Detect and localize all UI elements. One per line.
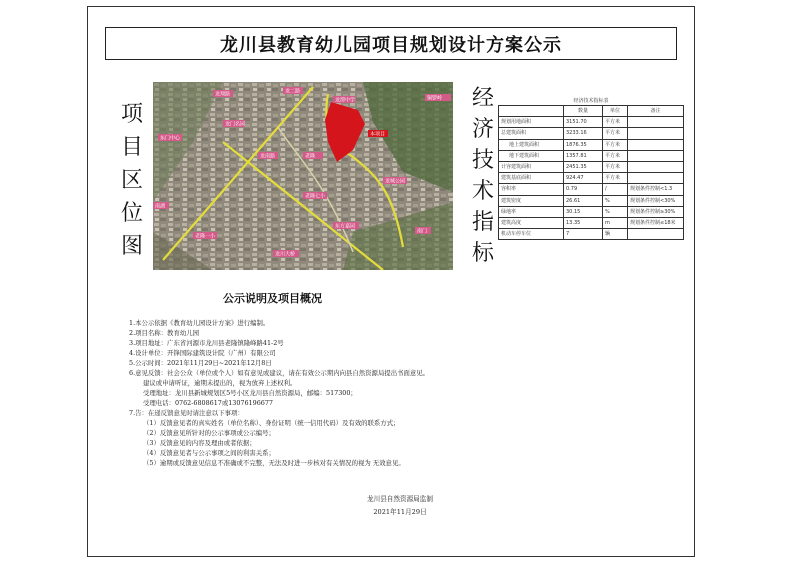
label-char: 术	[471, 179, 494, 204]
map-label: 南湖	[155, 203, 166, 210]
document-title: 龙川县教育幼儿园项目规划设计方案公示	[220, 34, 562, 56]
map-label: 东方嘉园	[335, 223, 356, 230]
note-line: （5）逾期或反馈意见信息不准确或不完整，无法及时进一步核对有关情况的视为 无效意见。	[143, 459, 405, 467]
cell: 3233.16	[564, 128, 603, 139]
label-char: 经	[471, 86, 494, 111]
cell	[628, 173, 684, 184]
label-char: 项	[120, 102, 143, 127]
table-row	[499, 206, 684, 217]
notice-notes	[129, 318, 429, 468]
cell	[628, 128, 684, 139]
cell: 绿地率	[499, 206, 564, 217]
label-char: 标	[471, 241, 494, 266]
note-line: 受理电话：0762-6808617或13076196677	[143, 399, 273, 407]
table-row	[499, 195, 684, 206]
map-label: 龙翔路	[215, 91, 231, 98]
column-header: 单位	[603, 106, 628, 117]
cell: 0.79	[564, 184, 603, 195]
cell: %	[603, 195, 628, 206]
cell: 规划条件控制≥30%	[628, 206, 684, 217]
cell: 7	[564, 229, 603, 240]
note-line: 3.项目地址：广东省河源市龙川县老隆镇隆峰路41-2号	[129, 339, 284, 347]
cell: 3151.70	[564, 117, 603, 128]
map-label: 龙城公园	[385, 178, 406, 185]
cell: 规划条件控制<1.3	[628, 184, 684, 195]
label-char: 区	[120, 168, 143, 193]
cell	[628, 139, 684, 150]
cell: 30.15	[564, 206, 603, 217]
location-map-label	[119, 98, 145, 263]
note-line: 2.项目名称：教育幼儿园	[129, 329, 200, 337]
note-line: 5.公示时间：2021年11月29日~2021年12月8日	[129, 359, 272, 367]
table-row	[499, 173, 684, 184]
map-label: 东门中心	[160, 135, 181, 142]
map-label: 本项目	[370, 131, 386, 138]
note-line: 4.设计单位：开锋国际建筑设计院（广州）有限公司	[129, 349, 276, 357]
cell: 1876.35	[564, 139, 603, 150]
cell: 平方米	[603, 161, 628, 172]
cell: 1357.81	[564, 150, 603, 161]
cell: 13.35	[564, 217, 603, 228]
map-label: 南门	[417, 228, 428, 235]
column-header	[499, 106, 564, 117]
map-label: 龙二路	[285, 88, 301, 95]
cell	[628, 150, 684, 161]
note-line: 1.本公示依据《教育幼儿园设计方案》进行编制。	[129, 319, 270, 327]
cell: 辆	[603, 229, 628, 240]
cell: 规划用地面积	[499, 117, 564, 128]
cell: 建筑基底面积	[499, 173, 564, 184]
issue-date: 2021年11月29日	[373, 508, 427, 516]
label-char: 目	[120, 135, 143, 160]
cell: 平方米	[603, 117, 628, 128]
note-line: 建议或申请听证，逾期未提出的，视为放弃上述权利。	[143, 379, 297, 387]
map-label: 龙南路	[260, 153, 276, 160]
map-label: 龙潭中学	[335, 97, 356, 104]
cell: 平方米	[603, 139, 628, 150]
label-char: 技	[471, 148, 494, 173]
cell	[628, 117, 684, 128]
table-row	[499, 150, 684, 161]
note-line: （4）反馈意见者与公示事项之间的利害关系；	[143, 449, 275, 457]
column-header: 数量	[564, 106, 603, 117]
note-line: 7.告：在递反馈意见时请注意以下事项：	[129, 409, 244, 417]
map-label: 龙川大桥	[275, 251, 296, 258]
cell: 平方米	[603, 150, 628, 161]
cell: 机动车停车位	[499, 229, 564, 240]
table-row	[499, 229, 684, 240]
column-header: 备注	[628, 106, 684, 117]
label-char: 位	[120, 201, 143, 226]
cell: 地下建筑面积	[499, 150, 564, 161]
cell: 规划条件控制≤18米	[628, 217, 684, 228]
title-box	[105, 27, 677, 60]
map-label: 老隆七小	[305, 193, 326, 200]
indicators-table	[498, 97, 684, 240]
indicators-label	[470, 83, 496, 269]
cell: 2451.35	[564, 161, 603, 172]
cell	[628, 161, 684, 172]
location-aerial-map	[153, 82, 453, 270]
table-row	[499, 217, 684, 228]
table-row	[499, 128, 684, 139]
cell: %	[603, 206, 628, 217]
cell: 26.61	[564, 195, 603, 206]
cell: m	[603, 217, 628, 228]
table-row	[499, 117, 684, 128]
note-line: 6.意见反馈：社会公众（单位或个人）如有意见或建议，请在有效公示期内向县自然资源局提出书面意见。	[129, 369, 430, 377]
map-label: 龙门名园	[225, 121, 246, 128]
table-caption: 经济技术指标表	[573, 98, 609, 104]
cell: 规划条件控制<30%	[628, 195, 684, 206]
cell	[628, 229, 684, 240]
cell: 容积率	[499, 184, 564, 195]
note-line: （2）反馈意见所针对的公示事项或公示编号；	[143, 429, 275, 437]
cell: 平方米	[603, 173, 628, 184]
map-label: 老隆	[305, 153, 316, 160]
map-label: 铜锣岭	[427, 95, 443, 102]
note-line: （3）反馈意见的内容及理由或者依据；	[143, 439, 256, 447]
label-char: 图	[120, 234, 143, 259]
note-line: 受理地址：龙川县新城规划区5号小区龙川县自然资源局，邮编：517300；	[143, 389, 357, 397]
cell: /	[603, 184, 628, 195]
map-label: 老隆一小	[195, 233, 216, 240]
cell: 建筑密度	[499, 195, 564, 206]
label-char: 济	[471, 117, 494, 142]
cell: 924.47	[564, 173, 603, 184]
cell: 总建筑面积	[499, 128, 564, 139]
table-row	[499, 184, 684, 195]
issuer-name: 龙川县自然资源局监制	[367, 495, 433, 503]
cell: 建筑高度	[499, 217, 564, 228]
cell: 平方米	[603, 128, 628, 139]
table-row	[499, 139, 684, 150]
cell: 计容建筑面积	[499, 161, 564, 172]
cell: 地上建筑面积	[499, 139, 564, 150]
section-title: 公示说明及项目概况	[223, 292, 322, 305]
table-header-row	[499, 106, 684, 117]
label-char: 指	[471, 210, 494, 235]
table-row	[499, 161, 684, 172]
note-line: （1）反馈意见者的真实姓名（单位名称）、身份证明（统一信用代码）及有效的联系方式；	[143, 419, 400, 427]
